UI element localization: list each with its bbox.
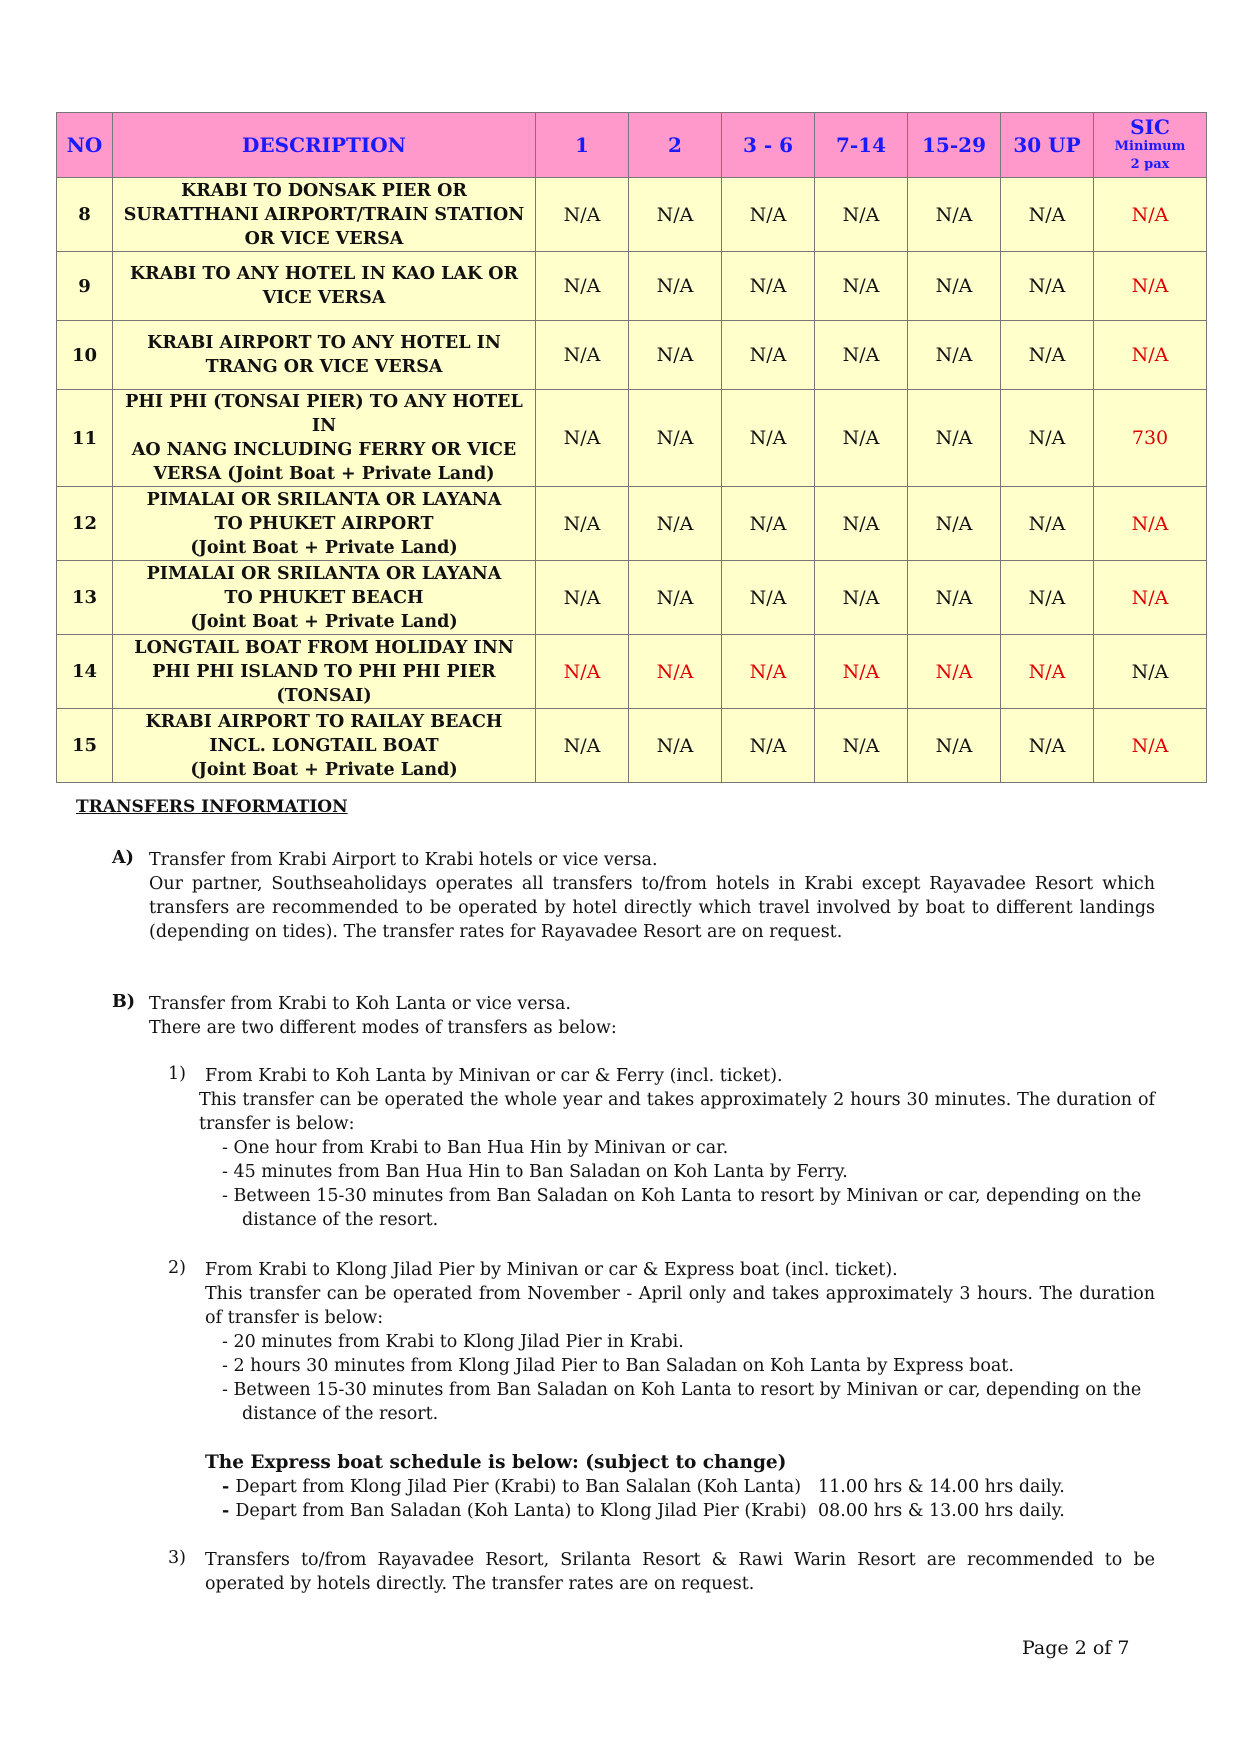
- rate-cell: N/A: [815, 321, 908, 390]
- rate-cell: N/A: [815, 390, 908, 487]
- header-sic-pax: 2 pax: [1130, 157, 1170, 172]
- row-description: [113, 390, 536, 487]
- schedule-row: - Depart from Ban Saladan (Koh Lanta) to Klong Jilad Pier (Krabi): [222, 1501, 807, 1521]
- description-line: PIMALAI OR SRILANTA OR LAYANA: [146, 489, 502, 510]
- item-2-bullet: - Between 15-30 minutes from Ban Saladan on Koh Lanta to resort by Minivan or car, depending on the: [222, 1380, 1142, 1400]
- description-line: PHI PHI ISLAND TO PHI PHI PIER: [152, 661, 496, 682]
- rate-cell: N/A: [722, 178, 815, 252]
- header-sic-label: SIC: [1130, 115, 1170, 139]
- header-2: 2: [629, 113, 722, 178]
- rate-cell: N/A: [536, 561, 629, 635]
- section-a-marker: A): [112, 848, 134, 868]
- row-number: 12: [57, 487, 113, 561]
- item-1-title: From Krabi to Koh Lanta by Minivan or car & Ferry (incl. ticket).: [205, 1066, 783, 1086]
- rate-cell: N/A: [908, 635, 1001, 709]
- item-3-paragraph: Transfers to/from Rayavadee Resort, Srilanta Resort & Rawi Warin Resort are recommended to be operated by hotels directly. The transfer rates are on request.: [205, 1550, 1155, 1594]
- rate-cell: N/A: [722, 709, 815, 783]
- item-1-bullet-continuation: distance of the resort.: [242, 1210, 439, 1230]
- table-row: [57, 252, 1207, 321]
- section-b-marker: B): [112, 992, 136, 1012]
- rate-cell: N/A: [629, 635, 722, 709]
- header-no: NO: [57, 113, 113, 178]
- item-1-bullet: - Between 15-30 minutes from Ban Saladan on Koh Lanta to resort by Minivan or car, depending on the: [222, 1186, 1142, 1206]
- rate-cell: N/A: [629, 321, 722, 390]
- transfer-rates-table: [56, 112, 1207, 783]
- description-line: OR VICE VERSA: [244, 228, 404, 249]
- description-line: TRANG OR VICE VERSA: [205, 357, 443, 377]
- item-2-bullet-continuation: distance of the resort.: [242, 1404, 439, 1424]
- rate-cell: N/A: [1001, 390, 1094, 487]
- sic-cell: N/A: [1094, 252, 1207, 321]
- description-line: SURATTHANI AIRPORT/TRAIN STATION: [123, 204, 525, 225]
- item-2-bullets: [222, 1330, 1141, 1426]
- rate-cell: N/A: [536, 321, 629, 390]
- rate-cell: N/A: [629, 252, 722, 321]
- description-line: PIMALAI OR SRILANTA OR LAYANA: [146, 563, 502, 584]
- item-2-title: From Krabi to Klong Jilad Pier by Minivan or car & Express boat (incl. ticket).: [205, 1260, 898, 1280]
- rate-cell: N/A: [908, 709, 1001, 783]
- row-description: [113, 709, 536, 783]
- section-title: TRANSFERS INFORMATION: [76, 797, 348, 817]
- header-sic-minimum: Minimum: [1114, 139, 1186, 154]
- section-a-paragraph: Our partner, Southseaholidays operates all transfers to/from hotels in Krabi except Rayavadee Resort which transfers are recommended to be operated by hotel directly which travel involved by boat to different landings (depending on tides). The transfer rates for Rayavadee Resort are on request.: [149, 874, 1155, 942]
- header-15-29: 15-29: [908, 113, 1001, 178]
- header-description: DESCRIPTION: [113, 113, 536, 178]
- description-line: LONGTAIL BOAT FROM HOLIDAY INN: [134, 637, 514, 658]
- description-line: AO NANG INCLUDING FERRY OR VICE: [131, 440, 517, 460]
- rate-cell: N/A: [536, 487, 629, 561]
- rate-cell: N/A: [815, 709, 908, 783]
- sic-cell: 730: [1094, 390, 1207, 487]
- item-1-bullet: - 45 minutes from Ban Hua Hin to Ban Saladan on Koh Lanta by Ferry.: [222, 1162, 848, 1182]
- description-line: KRABI TO ANY HOTEL IN KAO LAK OR: [129, 264, 519, 284]
- item-1-bullets: [222, 1136, 1141, 1232]
- description-line: INCL. LONGTAIL BOAT: [209, 735, 439, 756]
- table-row: [57, 709, 1207, 783]
- table-row: [57, 635, 1207, 709]
- schedule-row: - Depart from Klong Jilad Pier (Krabi) to Ban Salalan (Koh Lanta): [222, 1477, 802, 1497]
- schedule-route: Depart from Klong Jilad Pier (Krabi) to Ban Salalan (Koh Lanta): [235, 1477, 802, 1497]
- row-description: [113, 635, 536, 709]
- sic-cell: N/A: [1094, 709, 1207, 783]
- row-description: [113, 487, 536, 561]
- rate-cell: N/A: [908, 178, 1001, 252]
- rate-cell: N/A: [908, 561, 1001, 635]
- description-line: TO PHUKET BEACH: [224, 587, 424, 608]
- rate-cell: N/A: [815, 635, 908, 709]
- section-b-intro: [149, 992, 1155, 1040]
- rate-cell: N/A: [815, 561, 908, 635]
- sic-cell: N/A: [1094, 635, 1207, 709]
- header-sic: [1094, 113, 1207, 178]
- item-2-bullet: - 2 hours 30 minutes from Klong Jilad Pier to Ban Saladan on Koh Lanta by Express boat.: [222, 1356, 1014, 1376]
- rate-cell: N/A: [1001, 635, 1094, 709]
- row-number: 15: [57, 709, 113, 783]
- rate-cell: N/A: [1001, 252, 1094, 321]
- row-number: 14: [57, 635, 113, 709]
- row-description: [113, 178, 536, 252]
- rate-cell: N/A: [722, 390, 815, 487]
- rate-cell: N/A: [722, 487, 815, 561]
- description-line: KRABI TO DONSAK PIER OR: [181, 180, 467, 201]
- rate-cell: N/A: [629, 390, 722, 487]
- rate-cell: N/A: [1001, 487, 1094, 561]
- rate-cell: N/A: [908, 252, 1001, 321]
- description-line: KRABI AIRPORT TO RAILAY BEACH: [145, 711, 503, 732]
- rate-cell: N/A: [629, 487, 722, 561]
- table-row: [57, 390, 1207, 487]
- section-b-subheading: There are two different modes of transfers as below:: [149, 1018, 617, 1038]
- row-number: 13: [57, 561, 113, 635]
- item-1-number: 1): [168, 1064, 186, 1084]
- rate-cell: N/A: [536, 709, 629, 783]
- rate-cell: N/A: [908, 390, 1001, 487]
- table-row: [57, 561, 1207, 635]
- description-line: VICE VERSA: [262, 288, 386, 308]
- description-line: (Joint Boat + Private Land): [190, 611, 458, 632]
- rate-cell: N/A: [536, 390, 629, 487]
- table-row: [57, 321, 1207, 390]
- item-3-number: 3): [168, 1548, 186, 1568]
- rate-cell: N/A: [722, 561, 815, 635]
- description-line: (Joint Boat + Private Land): [190, 759, 458, 780]
- rate-cell: N/A: [815, 252, 908, 321]
- row-number: 8: [57, 178, 113, 252]
- sic-cell: N/A: [1094, 178, 1207, 252]
- rate-cell: N/A: [815, 487, 908, 561]
- table-header-row: [57, 113, 1207, 178]
- rate-cell: N/A: [722, 321, 815, 390]
- table-body: [57, 178, 1207, 783]
- rate-cell: N/A: [908, 487, 1001, 561]
- description-line: PHI PHI (TONSAI PIER) TO ANY HOTEL IN: [125, 392, 523, 436]
- row-description: [113, 321, 536, 390]
- section-b-heading: Transfer from Krabi to Koh Lanta or vice versa.: [149, 994, 571, 1014]
- header-1: 1: [536, 113, 629, 178]
- header-30-up: 30 UP: [1001, 113, 1094, 178]
- rate-cell: N/A: [908, 321, 1001, 390]
- row-number: 10: [57, 321, 113, 390]
- rate-cell: N/A: [629, 561, 722, 635]
- rate-cell: N/A: [1001, 561, 1094, 635]
- description-line: KRABI AIRPORT TO ANY HOTEL IN: [147, 333, 501, 353]
- rate-cell: N/A: [722, 252, 815, 321]
- section-a: [149, 848, 1155, 944]
- item-1-paragraph: This transfer can be operated the whole year and takes approximately 2 hours 30 minutes. The duration of transfer is below:: [199, 1090, 1155, 1134]
- description-line: (Joint Boat + Private Land): [190, 537, 458, 558]
- page-number: Page 2 of 7: [1022, 1637, 1130, 1659]
- rate-cell: N/A: [722, 635, 815, 709]
- rate-cell: N/A: [536, 252, 629, 321]
- description-line: TO PHUKET AIRPORT: [214, 513, 434, 534]
- section-a-heading: Transfer from Krabi Airport to Krabi hotels or vice versa.: [149, 850, 658, 870]
- rate-cell: N/A: [1001, 178, 1094, 252]
- description-line: VERSA (Joint Boat + Private Land): [153, 464, 495, 484]
- rate-cell: N/A: [629, 709, 722, 783]
- schedule-title: The Express boat schedule is below: (subject to change): [205, 1452, 787, 1473]
- row-description: [113, 561, 536, 635]
- schedule-time: 11.00 hrs & 14.00 hrs daily.: [818, 1477, 1065, 1497]
- sic-cell: N/A: [1094, 321, 1207, 390]
- rate-cell: N/A: [629, 178, 722, 252]
- row-number: 9: [57, 252, 113, 321]
- schedule-route: Depart from Ban Saladan (Koh Lanta) to Klong Jilad Pier (Krabi): [235, 1501, 807, 1521]
- rate-cell: N/A: [536, 635, 629, 709]
- row-description: [113, 252, 536, 321]
- sic-cell: N/A: [1094, 487, 1207, 561]
- sic-cell: N/A: [1094, 561, 1207, 635]
- table-row: [57, 178, 1207, 252]
- rate-cell: N/A: [536, 178, 629, 252]
- item-2-number: 2): [168, 1258, 186, 1278]
- rate-cell: N/A: [1001, 321, 1094, 390]
- schedule-time: 08.00 hrs & 13.00 hrs daily.: [818, 1501, 1065, 1521]
- item-1-bullet: - One hour from Krabi to Ban Hua Hin by Minivan or car.: [222, 1138, 729, 1158]
- item-2-bullet: - 20 minutes from Krabi to Klong Jilad Pier in Krabi.: [222, 1332, 684, 1352]
- table-row: [57, 487, 1207, 561]
- description-line: (TONSAI): [276, 685, 372, 706]
- rate-cell: N/A: [815, 178, 908, 252]
- header-3-6: 3 - 6: [722, 113, 815, 178]
- row-number: 11: [57, 390, 113, 487]
- rate-cell: N/A: [1001, 709, 1094, 783]
- header-7-14: 7-14: [815, 113, 908, 178]
- item-2-paragraph: This transfer can be operated from November - April only and takes approximately 3 hours. The duration of transfer is below:: [205, 1284, 1155, 1328]
